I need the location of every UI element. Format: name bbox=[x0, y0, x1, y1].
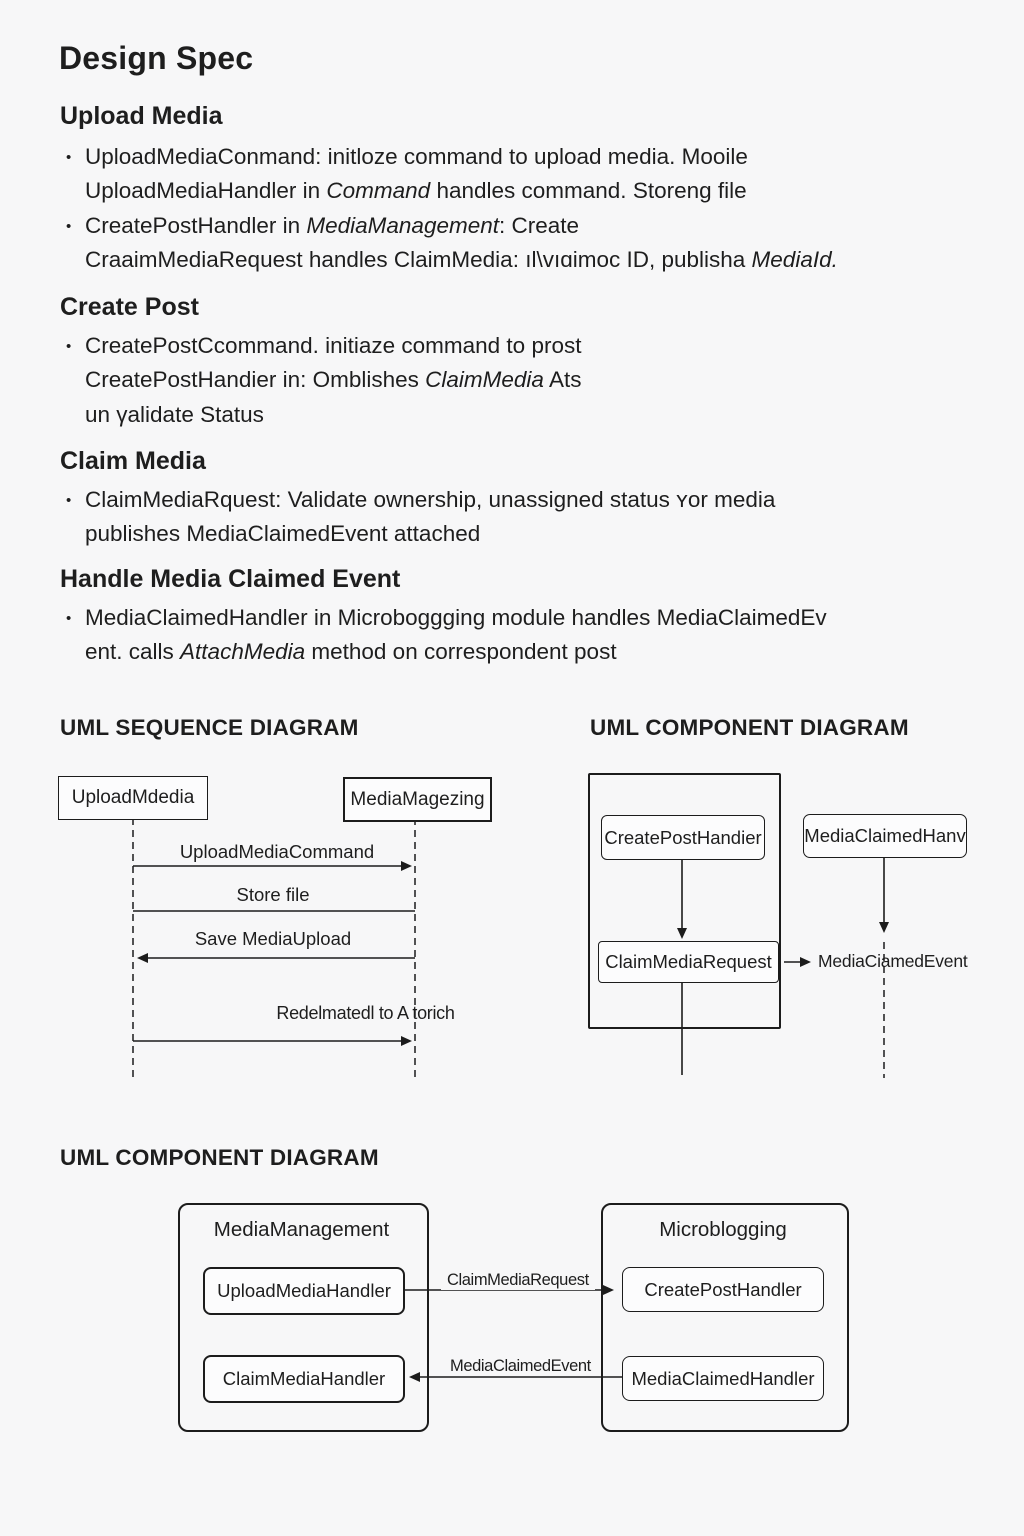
comp1-box-claim-media-request bbox=[598, 941, 779, 983]
comp2-box-upload-media-handler bbox=[203, 1267, 405, 1315]
bullet-text: Ats bbox=[543, 367, 582, 393]
seq-message-label: Store file bbox=[236, 884, 310, 905]
component-label: UploadMediaHandler bbox=[217, 1280, 391, 1301]
bullet-text: : Create bbox=[499, 212, 580, 238]
section-heading-claim-media: Claim Media bbox=[60, 447, 206, 475]
bullet-continuation bbox=[60, 517, 775, 551]
section-heading-create-post: Create Post bbox=[60, 293, 199, 321]
section-heading-handle-media-claimed: Handle Media Claimed Event bbox=[60, 565, 401, 593]
bullet-item bbox=[60, 209, 838, 243]
bullet-item bbox=[60, 483, 775, 517]
bullet-text: method on correspondent post bbox=[305, 639, 617, 665]
handle-media-bullets bbox=[60, 601, 827, 670]
component-label: ClaimMediaRequest bbox=[605, 951, 772, 972]
comp1-event-arrow-label: MediaCiamedEvent bbox=[818, 951, 968, 971]
component-label: CreatePostHandier bbox=[604, 826, 762, 848]
seq-actor-label: MediaMagezing bbox=[350, 788, 485, 810]
upload-media-bullets bbox=[60, 140, 838, 278]
seq-message-label: Save MediaUpload bbox=[194, 928, 352, 949]
component-label: CreatePostHandler bbox=[644, 1278, 802, 1300]
comp2-event-arrow-label: MediaClaimedEvent bbox=[444, 1357, 597, 1376]
bullet-text: UploadMediaHandler in bbox=[85, 178, 327, 204]
bullet-text: ent. calls bbox=[85, 639, 181, 665]
seq-actor-media-magezing bbox=[343, 777, 492, 822]
create-post-bullets bbox=[60, 329, 581, 432]
seq-actor-upload-media bbox=[58, 776, 208, 820]
bullet-text-italic: MediaManagement bbox=[306, 212, 499, 238]
bullet-item bbox=[60, 329, 581, 363]
bullet-text: CreatePostCcommand. initiaze command to prost bbox=[85, 333, 582, 358]
comp2-box-create-post-handler bbox=[622, 1267, 824, 1312]
bullet-text-italic: AttachMedia bbox=[180, 639, 306, 665]
seq-actor-label: UploadMdedia bbox=[71, 787, 195, 808]
bullet-continuation bbox=[60, 363, 581, 397]
claim-media-bullets bbox=[60, 483, 775, 552]
component-diagram-2-heading: UML COMPONENT DIAGRAM bbox=[60, 1145, 379, 1170]
bullet-text: MediaClaimedHandler in Microboggging module handles MediaClaimedEv bbox=[85, 605, 827, 630]
bullet-text: CreatePostHandler in bbox=[85, 212, 307, 238]
bullet-text-italic: Command bbox=[326, 178, 431, 204]
seq-diagram-heading: UML SEQUENCE DIAGRAM bbox=[60, 715, 359, 740]
bullet-continuation bbox=[60, 174, 838, 208]
component-diagram-1-heading: UML COMPONENT DIAGRAM bbox=[590, 715, 909, 740]
comp1-module-container bbox=[588, 773, 781, 1029]
seq-message-label: Redelmatedl to A torich bbox=[276, 1003, 455, 1023]
bullet-text: CraaimMediaRequest handles ClaimMedia: ıl\vıɑimoc ID, publisha bbox=[85, 247, 752, 273]
bullet-text: publishes MediaClaimedEvent attached bbox=[85, 521, 481, 547]
bullet-item bbox=[60, 140, 838, 174]
bullet-text: un γalidate Status bbox=[85, 401, 264, 427]
bullet-text: handles command. Storeng file bbox=[430, 178, 747, 204]
bullet-text: ClaimMediaRquest: Validate ownership, unassigned status ʏor media bbox=[85, 487, 776, 512]
bullet-text: CreatePostHandier in: Omblishes bbox=[85, 367, 426, 393]
page-title: Design Spec bbox=[59, 40, 254, 76]
comp2-container-title: Microblogging bbox=[659, 1218, 787, 1241]
comp2-container-title: MediaManagement bbox=[213, 1218, 390, 1241]
component-label: MediaClaimedHandler bbox=[631, 1367, 815, 1389]
section-heading-upload-media: Upload Media bbox=[60, 102, 223, 130]
bullet-continuation bbox=[60, 635, 827, 669]
comp2-box-claim-media-handler bbox=[203, 1355, 405, 1403]
component-label: MediaClaimedHanv bbox=[804, 825, 966, 846]
comp1-box-create-post-handler bbox=[601, 815, 765, 860]
bullet-text: UploadMediaConmand: initloze command to upload media. Mooile bbox=[85, 144, 748, 169]
bullet-item bbox=[60, 601, 827, 635]
component-label: ClaimMediaHandler bbox=[222, 1368, 386, 1389]
bullet-continuation bbox=[60, 243, 838, 277]
comp1-box-media-claimed-hanv bbox=[803, 814, 967, 858]
bullet-text-italic: MediaId. bbox=[751, 247, 838, 273]
bullet-continuation bbox=[60, 398, 581, 432]
seq-message-label: UploadMediaCommand bbox=[179, 841, 375, 862]
comp2-box-media-claimed-handler bbox=[622, 1356, 824, 1401]
comp2-request-arrow-label: ClaimMediaRequest bbox=[441, 1271, 595, 1290]
bullet-text-italic: ClaimMedia bbox=[425, 367, 544, 393]
